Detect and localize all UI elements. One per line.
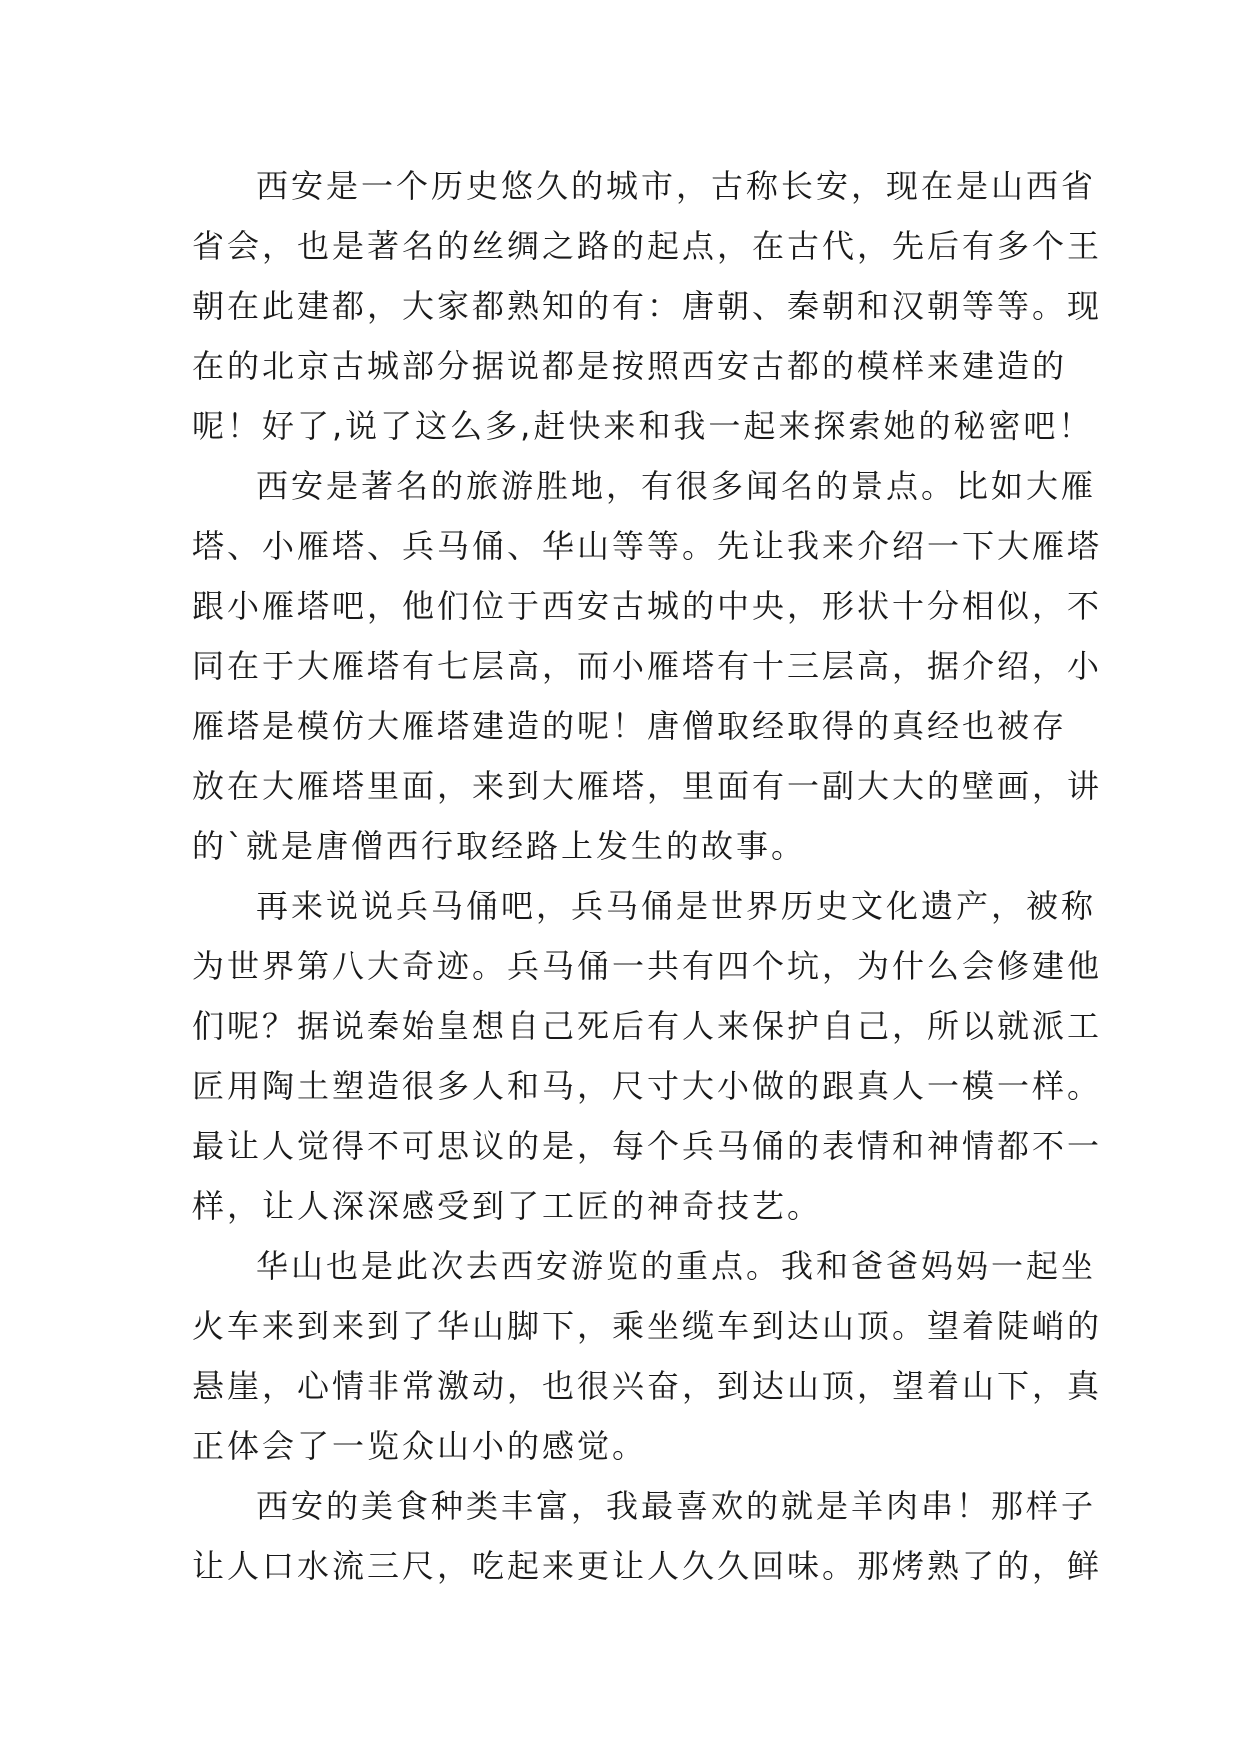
paragraph-5-line-1: 西安的美食种类丰富，我最喜欢的就是羊肉串！那样子 <box>256 1487 1097 1525</box>
paragraph-2-line-7: 的`就是唐僧西行取经路上发生的故事。 <box>192 827 807 865</box>
paragraph-2-line-6: 放在大雁塔里面，来到大雁塔，里面有一副大大的壁画，讲 <box>192 767 1103 805</box>
paragraph-5-line-2: 让人口水流三尺，吃起来更让人久久回味。那烤熟了的，鲜 <box>192 1547 1103 1585</box>
paragraph-3-line-3: 们呢？据说秦始皇想自己死后有人来保护自己，所以就派工 <box>192 1007 1103 1045</box>
paragraph-1-line-4: 在的北京古城部分据说都是按照西安古都的模样来建造的 <box>192 347 1068 385</box>
paragraph-4-line-3: 悬崖，心情非常激动，也很兴奋，到达山顶，望着山下，真 <box>192 1367 1103 1405</box>
paragraph-2-line-5: 雁塔是模仿大雁塔建造的呢！唐僧取经取得的真经也被存 <box>192 707 1068 745</box>
paragraph-2-line-1: 西安是著名的旅游胜地，有很多闻名的景点。比如大雁 <box>256 467 1097 505</box>
paragraph-1-line-1: 西安是一个历史悠久的城市，古称长安，现在是山西省 <box>256 167 1097 205</box>
paragraph-3-line-2: 为世界第八大奇迹。兵马俑一共有四个坑，为什么会修建他 <box>192 947 1103 985</box>
paragraph-3-line-6: 样，让人深深感受到了工匠的神奇技艺。 <box>192 1187 823 1225</box>
paragraph-3-line-5: 最让人觉得不可思议的是，每个兵马俑的表情和神情都不一 <box>192 1127 1103 1165</box>
paragraph-1-line-3: 朝在此建都，大家都熟知的有：唐朝、秦朝和汉朝等等。现 <box>192 287 1103 325</box>
paragraph-4-line-4: 正体会了一览众山小的感觉。 <box>192 1427 648 1465</box>
paragraph-2-line-2: 塔、小雁塔、兵马俑、华山等等。先让我来介绍一下大雁塔 <box>192 527 1103 565</box>
paragraph-2-line-4: 同在于大雁塔有七层高，而小雁塔有十三层高，据介绍，小 <box>192 647 1103 685</box>
paragraph-1-line-2: 省会，也是著名的丝绸之路的起点，在古代，先后有多个王 <box>192 227 1103 265</box>
paragraph-3-line-1: 再来说说兵马俑吧，兵马俑是世界历史文化遗产，被称 <box>256 887 1097 925</box>
paragraph-4-line-1: 华山也是此次去西安游览的重点。我和爸爸妈妈一起坐 <box>256 1247 1097 1285</box>
paragraph-2-line-3: 跟小雁塔吧，他们位于西安古城的中央，形状十分相似，不 <box>192 587 1103 625</box>
paragraph-4-line-2: 火车来到来到了华山脚下，乘坐缆车到达山顶。望着陡峭的 <box>192 1307 1103 1345</box>
paragraph-3-line-4: 匠用陶土塑造很多人和马，尺寸大小做的跟真人一模一样。 <box>192 1067 1103 1105</box>
paragraph-1-line-5: 呢！好了,说了这么多,赶快来和我一起来探索她的秘密吧！ <box>192 407 1094 445</box>
